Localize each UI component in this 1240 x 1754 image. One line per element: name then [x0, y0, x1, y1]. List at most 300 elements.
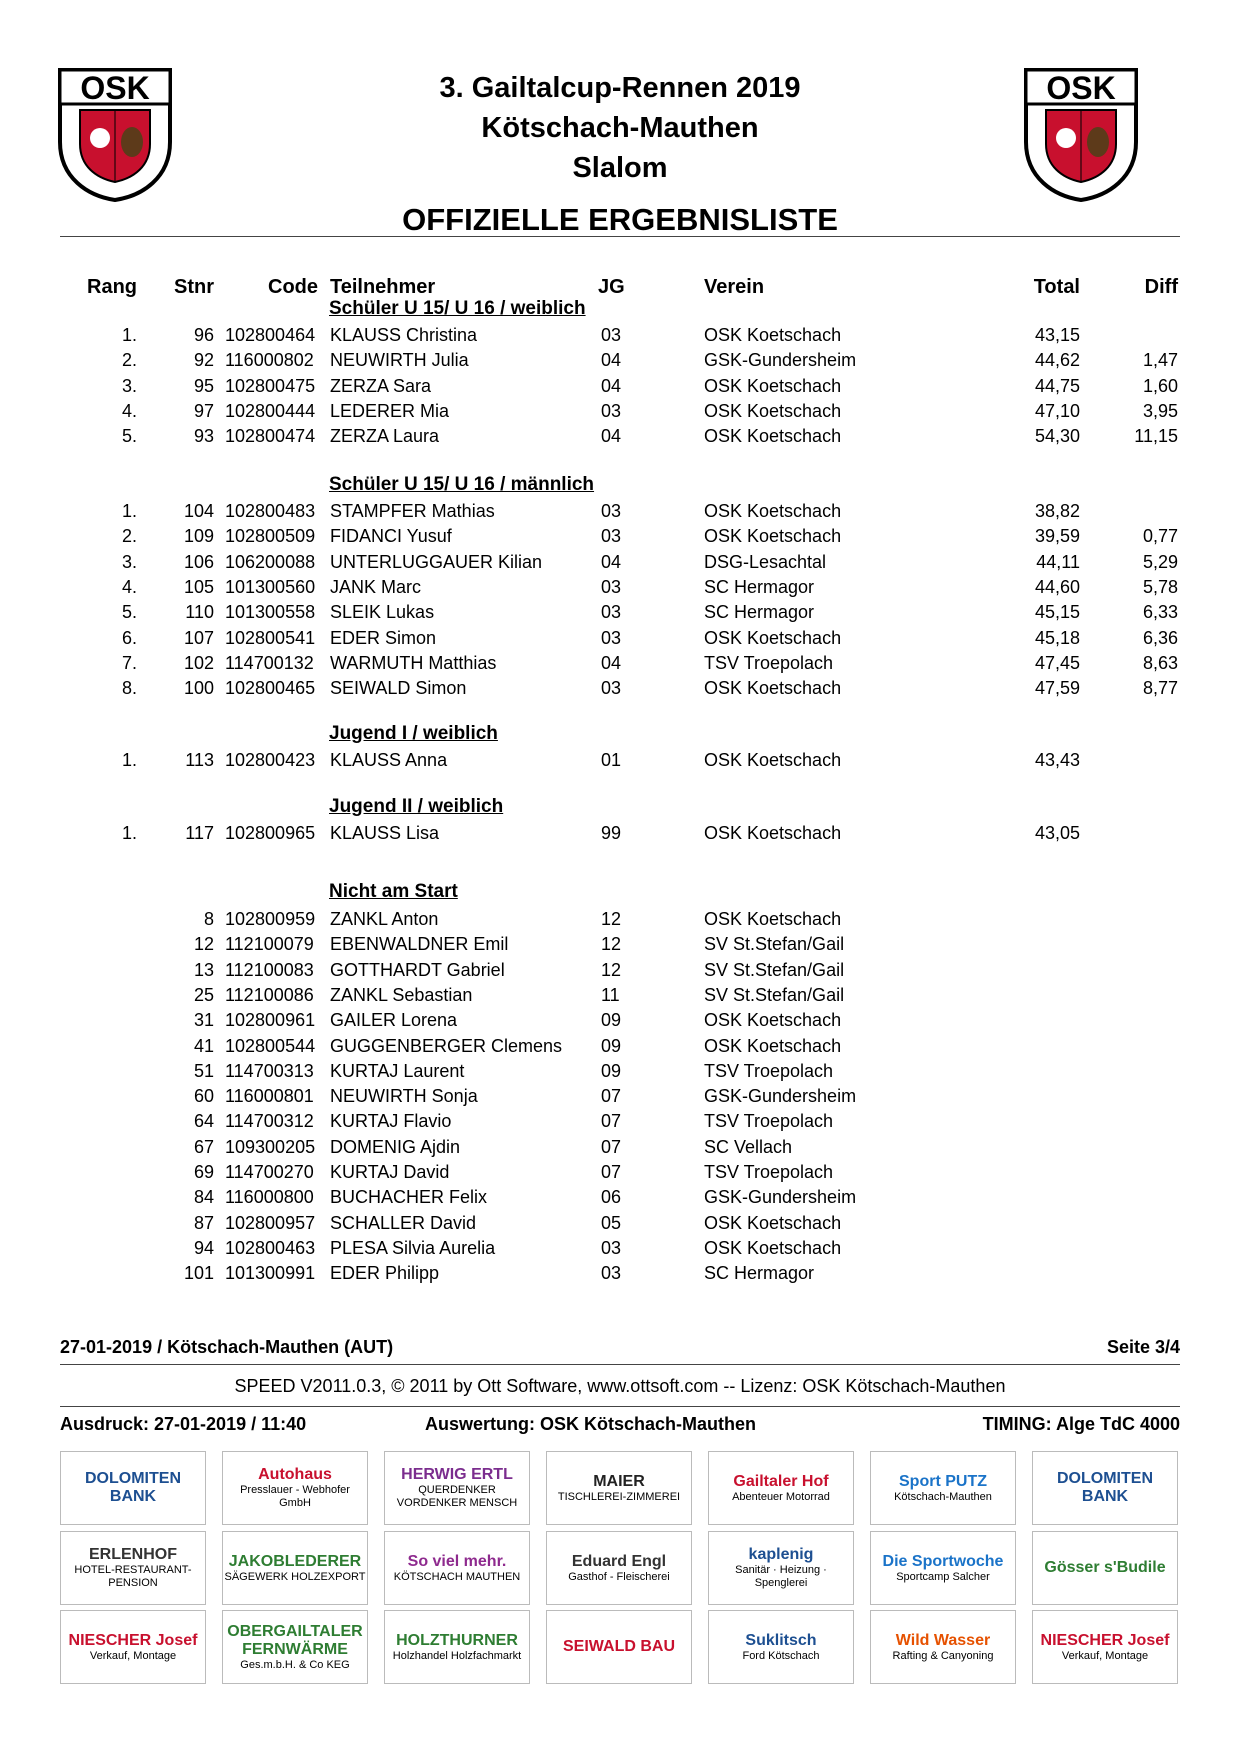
cell-jg: 09	[601, 1010, 622, 1031]
cell-jg: 09	[601, 1060, 622, 1081]
cell-club: OSK Koetschach	[704, 909, 842, 929]
cell-name: ZANKL Anton	[330, 909, 439, 929]
cell-code: 101300991	[225, 1263, 316, 1284]
cell-club: SV St.Stefan/Gail	[704, 984, 845, 1005]
result-row	[0, 909, 1240, 934]
cell-code: 102800475	[225, 375, 316, 396]
sponsor-name: Suklitsch	[745, 1631, 817, 1649]
sponsor-name: Die Sportwoche	[882, 1552, 1004, 1570]
cell-name: KURTAJ Laurent	[330, 1060, 465, 1081]
result-row	[0, 1061, 1240, 1086]
sponsor-name: OBERGAILTALER FERNWÄRME	[227, 1622, 363, 1658]
cell-stnr: 117	[185, 823, 214, 843]
cell-stnr: 94	[193, 1237, 214, 1258]
cell-rang: 3.	[121, 551, 137, 572]
sponsor-name: Eduard Engl	[571, 1552, 667, 1570]
cell-club: TSV Troepolach	[704, 1111, 834, 1132]
cell-stnr: 93	[193, 426, 214, 447]
sponsor-subtitle: SÄGEWERK HOLZEXPORT	[224, 1570, 366, 1583]
footer-software: SPEED V2011.0.3, © 2011 by Ott Software, www.ottsoft.com -- Lizenz: OSK Kötschach-Mauthen	[234, 1376, 1006, 1396]
cell-club: SC Hermagor	[704, 1263, 815, 1284]
cell-stnr: 106	[183, 551, 214, 572]
cell-jg: 04	[601, 375, 622, 396]
cell-name: FIDANCI Yusuf	[330, 526, 452, 547]
sponsor-logo	[1032, 1531, 1178, 1605]
cell-total: 44,11	[1036, 551, 1080, 572]
cell-total: 45,18	[1034, 627, 1080, 648]
cell-club: OSK Koetschach	[704, 325, 842, 345]
footer-page: Seite 3/4	[1106, 1337, 1180, 1357]
cell-name: EDER Simon	[330, 627, 437, 648]
cell-diff: 3,95	[1142, 400, 1178, 421]
cell-jg: 06	[601, 1187, 622, 1208]
cell-name: KURTAJ Flavio	[330, 1111, 452, 1132]
cell-total: 47,45	[1034, 652, 1080, 673]
cell-jg: 12	[601, 959, 622, 980]
cell-code: 102800541	[225, 627, 316, 648]
result-row	[0, 750, 1240, 775]
cell-stnr: 13	[193, 959, 214, 980]
cell-diff: 5,29	[1142, 551, 1178, 572]
sponsor-logo	[708, 1531, 854, 1605]
cell-code: 102800423	[225, 750, 316, 770]
cell-code: 102800959	[225, 909, 316, 929]
cell-stnr: 67	[193, 1136, 214, 1157]
result-row	[0, 678, 1240, 703]
cell-club: DSG-Lesachtal	[704, 551, 827, 572]
cell-club: SC Hermagor	[704, 602, 815, 623]
sponsor-logo	[60, 1451, 206, 1525]
sponsor-name: Autohaus	[258, 1466, 332, 1483]
result-row	[0, 1111, 1240, 1136]
sponsor-subtitle: Presslauer - Webhofer GmbH	[240, 1484, 350, 1509]
sponsor-logo	[222, 1451, 368, 1525]
cell-stnr: 69	[193, 1162, 214, 1182]
cell-jg: 07	[601, 1111, 622, 1132]
cell-code: 102800483	[225, 501, 316, 521]
cell-club: TSV Troepolach	[704, 1162, 834, 1182]
sponsor-subtitle: HOTEL-RESTAURANT-PENSION	[74, 1564, 192, 1589]
cell-code: 106200088	[225, 551, 316, 572]
sponsor-subtitle: Verkauf, Montage	[1061, 1649, 1149, 1662]
cell-club: SC Vellach	[704, 1136, 793, 1157]
cell-jg: 03	[601, 678, 622, 699]
col-stnr: Stnr	[174, 276, 214, 298]
cell-jg: 04	[601, 426, 622, 447]
cell-name: KLAUSS Anna	[330, 750, 448, 770]
cell-stnr: 96	[193, 325, 214, 345]
section-title: Jugend I / weiblich	[329, 723, 498, 744]
cell-club: OSK Koetschach	[704, 627, 842, 648]
sponsor-name: So viel mehr.	[407, 1552, 507, 1570]
result-row	[0, 1187, 1240, 1212]
sponsor-subtitle: QUERDENKER VORDENKER MENSCH	[396, 1484, 518, 1509]
result-row	[0, 552, 1240, 577]
result-row	[0, 1036, 1240, 1061]
result-row	[0, 1263, 1240, 1288]
cell-stnr: 104	[183, 501, 214, 521]
cell-jg: 12	[601, 909, 622, 929]
cell-total: 38,82	[1034, 501, 1080, 521]
sponsor-logo	[60, 1610, 206, 1684]
cell-name: STAMPFER Mathias	[330, 501, 495, 521]
sponsor-logo	[222, 1531, 368, 1605]
cell-jg: 03	[601, 602, 622, 623]
result-row	[0, 577, 1240, 602]
cell-club: OSK Koetschach	[704, 375, 842, 396]
result-row	[0, 985, 1240, 1010]
result-row	[0, 501, 1240, 526]
cell-name: KURTAJ David	[330, 1162, 450, 1182]
cell-rang: 5.	[121, 602, 137, 623]
cell-rang: 1.	[121, 750, 137, 770]
cell-name: NEUWIRTH Julia	[330, 350, 469, 371]
cell-club: SV St.Stefan/Gail	[704, 959, 845, 980]
cell-rang: 6.	[121, 627, 137, 648]
cell-name: NEUWIRTH Sonja	[330, 1086, 478, 1107]
cell-diff: 1,47	[1142, 350, 1178, 371]
cell-rang: 2.	[121, 526, 137, 547]
sponsor-logo	[384, 1610, 530, 1684]
result-row	[0, 350, 1240, 375]
cell-code: 109300205	[225, 1136, 316, 1157]
sponsor-subtitle: Abenteuer Motorrad	[732, 1490, 830, 1503]
cell-name: DOMENIG Ajdin	[330, 1136, 461, 1157]
cell-club: TSV Troepolach	[704, 652, 834, 673]
cell-code: 102800961	[225, 1010, 316, 1031]
footer-date-place: 27-01-2019 / Kötschach-Mauthen (AUT)	[60, 1337, 394, 1357]
sponsor-subtitle: Ford Kötschach	[742, 1649, 820, 1662]
result-row	[0, 1213, 1240, 1238]
cell-rang: 1.	[121, 325, 137, 345]
cell-name: GUGGENBERGER Clemens	[330, 1035, 563, 1056]
cell-code: 102800965	[225, 823, 316, 843]
result-row	[0, 1238, 1240, 1263]
cell-rang: 2.	[121, 350, 137, 371]
cell-rang: 1.	[121, 823, 137, 843]
cell-total: 44,62	[1034, 350, 1080, 371]
cell-club: OSK Koetschach	[704, 426, 842, 447]
cell-jg: 05	[601, 1212, 622, 1233]
result-row	[0, 401, 1240, 426]
cell-total: 43,43	[1034, 750, 1080, 770]
cell-club: OSK Koetschach	[704, 501, 842, 521]
cell-rang: 4.	[121, 400, 137, 421]
cell-name: WARMUTH Matthias	[330, 652, 497, 673]
cell-rang: 1.	[121, 501, 137, 521]
cell-name: JANK Marc	[330, 576, 422, 597]
cell-code: 102800509	[225, 526, 316, 547]
cell-jg: 03	[601, 325, 622, 345]
cell-total: 44,60	[1034, 576, 1080, 597]
sponsor-subtitle: Kötschach-Mauthen	[894, 1490, 992, 1503]
cell-code: 102800474	[225, 426, 316, 447]
cell-club: TSV Troepolach	[704, 1060, 834, 1081]
cell-name: SCHALLER David	[330, 1212, 477, 1233]
cell-jg: 07	[601, 1086, 622, 1107]
sponsor-name: DOLOMITEN BANK	[1057, 1470, 1153, 1505]
cell-code: 114700270	[225, 1162, 314, 1182]
cell-stnr: 87	[193, 1212, 214, 1233]
col-jg: JG	[598, 276, 625, 298]
sponsor-subtitle: Holzhandel Holzfachmarkt	[392, 1649, 522, 1662]
result-row	[0, 934, 1240, 959]
footer-printed: Ausdruck: 27-01-2019 / 11:40	[60, 1414, 307, 1434]
cell-code: 102800464	[225, 325, 316, 345]
sponsor-logo	[708, 1451, 854, 1525]
cell-name: PLESA Silvia Aurelia	[330, 1237, 496, 1258]
sponsor-logo	[546, 1531, 692, 1605]
cell-club: OSK Koetschach	[704, 1035, 842, 1056]
cell-name: ZERZA Sara	[330, 375, 432, 396]
sponsor-name: ERLENHOF	[89, 1546, 177, 1563]
cell-code: 112100086	[225, 984, 314, 1005]
cell-diff: 8,63	[1142, 652, 1178, 673]
cell-diff: 6,33	[1142, 602, 1178, 623]
cell-jg: 99	[601, 823, 622, 843]
cell-code: 114700313	[225, 1060, 314, 1081]
cell-stnr: 113	[185, 750, 214, 770]
cell-diff: 8,77	[1142, 678, 1178, 699]
sponsor-logo	[60, 1531, 206, 1605]
sponsor-subtitle: Verkauf, Montage	[89, 1649, 177, 1662]
sponsor-subtitle: Sportcamp Salcher	[896, 1570, 990, 1583]
footer-timing: TIMING: Alge TdC 4000	[982, 1414, 1180, 1434]
col-diff: Diff	[1144, 276, 1178, 298]
cell-total: 54,30	[1034, 426, 1080, 447]
cell-name: KLAUSS Lisa	[330, 823, 440, 843]
sponsor-logo	[222, 1610, 368, 1684]
cell-club: OSK Koetschach	[704, 678, 842, 699]
cell-name: GOTTHARDT Gabriel	[330, 959, 505, 980]
cell-name: GAILER Lorena	[330, 1010, 458, 1031]
cell-jg: 04	[601, 350, 622, 371]
sponsor-name: MAIER	[593, 1472, 645, 1490]
result-row	[0, 960, 1240, 985]
cell-code: 114700312	[225, 1111, 314, 1132]
result-row	[0, 1086, 1240, 1111]
sponsor-logo	[546, 1610, 692, 1684]
sponsor-name: HERWIG ERTL	[401, 1466, 513, 1483]
col-code: Code	[268, 276, 318, 298]
page-title: OFFIZIELLE ERGEBNISLISTE	[402, 202, 838, 237]
sponsor-subtitle: Rafting & Canyoning	[892, 1649, 994, 1662]
cell-jg: 03	[601, 576, 622, 597]
cell-rang: 4.	[121, 576, 137, 597]
cell-name: SLEIK Lukas	[330, 602, 435, 623]
sponsor-logo	[870, 1451, 1016, 1525]
cell-code: 102800465	[225, 678, 316, 699]
sponsor-name: NIESCHER Josef	[1040, 1631, 1170, 1649]
cell-jg: 03	[601, 627, 622, 648]
cell-name: ZERZA Laura	[330, 426, 440, 447]
sponsor-logo	[384, 1451, 530, 1525]
cell-stnr: 41	[193, 1035, 214, 1056]
cell-stnr: 110	[185, 602, 214, 623]
cell-code: 116000802	[225, 350, 314, 371]
cell-club: OSK Koetschach	[704, 400, 842, 421]
cell-code: 114700132	[225, 652, 314, 673]
cell-code: 101300560	[225, 576, 316, 597]
cell-jg: 04	[601, 551, 622, 572]
result-row	[0, 1137, 1240, 1162]
sponsor-logo	[708, 1610, 854, 1684]
cell-club: GSK-Gundersheim	[704, 1187, 857, 1208]
cell-total: 47,59	[1034, 678, 1080, 699]
cell-name: EDER Philipp	[330, 1263, 440, 1284]
svg-text:OSK: OSK	[1046, 70, 1116, 106]
sponsor-name: Gailtaler Hof	[733, 1472, 829, 1490]
footer-divider-2	[60, 1406, 1180, 1407]
cell-total: 43,05	[1034, 823, 1080, 843]
cell-stnr: 105	[183, 576, 214, 597]
cell-stnr: 102	[183, 652, 214, 673]
cell-club: OSK Koetschach	[704, 1237, 842, 1258]
sponsor-subtitle: TISCHLEREI-ZIMMEREI	[557, 1490, 681, 1503]
sponsor-name: JAKOBLEDERER	[228, 1552, 362, 1570]
event-title: 3. Gailtalcup-Rennen 2019	[439, 72, 801, 104]
cell-stnr: 101	[183, 1263, 214, 1284]
cell-stnr: 95	[193, 375, 214, 396]
section-title: Schüler U 15/ U 16 / weiblich	[329, 298, 586, 319]
cell-jg: 03	[601, 526, 622, 547]
cell-club: OSK Koetschach	[704, 1212, 842, 1233]
cell-total: 45,15	[1034, 602, 1080, 623]
cell-jg: 03	[601, 501, 622, 521]
section-title: Jugend II / weiblich	[329, 796, 504, 817]
cell-jg: 07	[601, 1136, 622, 1157]
cell-code: 116000801	[225, 1086, 314, 1107]
sponsor-subtitle: KÖTSCHACH MAUTHEN	[393, 1570, 521, 1583]
cell-name: SEIWALD Simon	[330, 678, 467, 699]
cell-stnr: 25	[193, 984, 214, 1005]
cell-total: 44,75	[1034, 375, 1080, 396]
sponsor-name: Wild Wasser	[895, 1631, 991, 1649]
sponsor-subtitle: Ges.m.b.H. & Co KEG	[240, 1658, 350, 1671]
cell-jg: 09	[601, 1035, 622, 1056]
cell-rang: 8.	[121, 678, 137, 699]
cell-jg: 12	[601, 934, 622, 955]
cell-jg: 11	[601, 984, 620, 1005]
col-club: Verein	[704, 276, 765, 298]
cell-stnr: 107	[183, 627, 214, 648]
cell-rang: 5.	[121, 426, 137, 447]
cell-total: 43,15	[1034, 325, 1080, 345]
sponsor-subtitle: Sanitär · Heizung · Spenglerei	[735, 1564, 827, 1589]
cell-stnr: 60	[193, 1086, 214, 1107]
sponsor-logo	[1032, 1451, 1178, 1525]
cell-code: 116000800	[225, 1187, 314, 1208]
result-row	[0, 823, 1240, 848]
cell-stnr: 92	[193, 350, 214, 371]
sponsor-subtitle: Gasthof - Fleischerei	[568, 1570, 670, 1583]
result-row	[0, 526, 1240, 551]
result-row	[0, 426, 1240, 451]
cell-code: 102800544	[225, 1035, 316, 1056]
cell-jg: 03	[601, 1237, 622, 1258]
col-rang: Rang	[87, 276, 137, 298]
result-row	[0, 653, 1240, 678]
cell-diff: 0,77	[1142, 526, 1178, 547]
cell-stnr: 64	[193, 1111, 214, 1132]
cell-stnr: 31	[193, 1010, 214, 1031]
sponsor-logo	[870, 1610, 1016, 1684]
cell-total: 39,59	[1034, 526, 1080, 547]
result-row	[0, 1010, 1240, 1035]
cell-name: KLAUSS Christina	[330, 325, 478, 345]
cell-stnr: 109	[183, 526, 214, 547]
header-divider	[60, 236, 1180, 237]
cell-jg: 03	[601, 400, 622, 421]
sponsor-logo	[870, 1531, 1016, 1605]
cell-name: LEDERER Mia	[330, 400, 450, 421]
cell-jg: 03	[601, 1263, 622, 1284]
cell-code: 102800463	[225, 1237, 316, 1258]
cell-club: SV St.Stefan/Gail	[704, 934, 845, 955]
sponsor-name: DOLOMITEN BANK	[85, 1470, 181, 1505]
cell-name: EBENWALDNER Emil	[330, 934, 509, 955]
club-logo-right	[1022, 66, 1140, 202]
sponsor-name: HOLZTHURNER	[396, 1631, 518, 1649]
cell-total: 47,10	[1034, 400, 1080, 421]
section-title: Nicht am Start	[329, 881, 458, 902]
cell-diff: 1,60	[1142, 375, 1178, 396]
cell-diff: 11,15	[1134, 426, 1178, 447]
result-row	[0, 325, 1240, 350]
sponsor-name: NIESCHER Josef	[68, 1631, 198, 1649]
cell-club: GSK-Gundersheim	[704, 1086, 857, 1107]
sponsor-name: SEIWALD BAU	[563, 1638, 675, 1655]
svg-text:OSK: OSK	[80, 70, 150, 106]
sponsor-logo	[1032, 1610, 1178, 1684]
cell-club: OSK Koetschach	[704, 1010, 842, 1031]
cell-club: GSK-Gundersheim	[704, 350, 857, 371]
section-title: Schüler U 15/ U 16 / männlich	[329, 474, 595, 495]
cell-stnr: 8	[203, 909, 214, 929]
sponsor-name: Sport PUTZ	[899, 1472, 987, 1490]
cell-club: OSK Koetschach	[704, 823, 842, 843]
footer-divider-1	[60, 1364, 1180, 1365]
cell-jg: 01	[601, 750, 622, 770]
cell-jg: 04	[601, 652, 622, 673]
cell-code: 112100079	[225, 934, 314, 955]
cell-stnr: 51	[193, 1060, 214, 1081]
cell-code: 102800957	[225, 1212, 316, 1233]
sponsor-name: Gösser s'Budile	[1044, 1559, 1166, 1576]
event-discipline: Slalom	[572, 152, 668, 184]
cell-code: 102800444	[225, 400, 316, 421]
cell-stnr: 84	[193, 1187, 214, 1208]
cell-name: BUCHACHER Felix	[330, 1187, 488, 1208]
sponsor-logo	[546, 1451, 692, 1525]
cell-code: 112100083	[225, 959, 314, 980]
cell-club: OSK Koetschach	[704, 526, 842, 547]
cell-stnr: 100	[183, 678, 214, 699]
cell-stnr: 97	[193, 400, 214, 421]
cell-diff: 5,78	[1142, 576, 1178, 597]
cell-club: OSK Koetschach	[704, 750, 842, 770]
footer-evaluation: Auswertung: OSK Kötschach-Mauthen	[425, 1414, 757, 1434]
cell-name: ZANKL Sebastian	[330, 984, 473, 1005]
cell-jg: 07	[601, 1162, 622, 1182]
event-location: Kötschach-Mauthen	[481, 112, 759, 144]
result-row	[0, 602, 1240, 627]
result-row	[0, 376, 1240, 401]
cell-name: UNTERLUGGAUER Kilian	[330, 551, 543, 572]
cell-club: SC Hermagor	[704, 576, 815, 597]
result-row	[0, 1162, 1240, 1187]
cell-stnr: 12	[193, 934, 214, 955]
